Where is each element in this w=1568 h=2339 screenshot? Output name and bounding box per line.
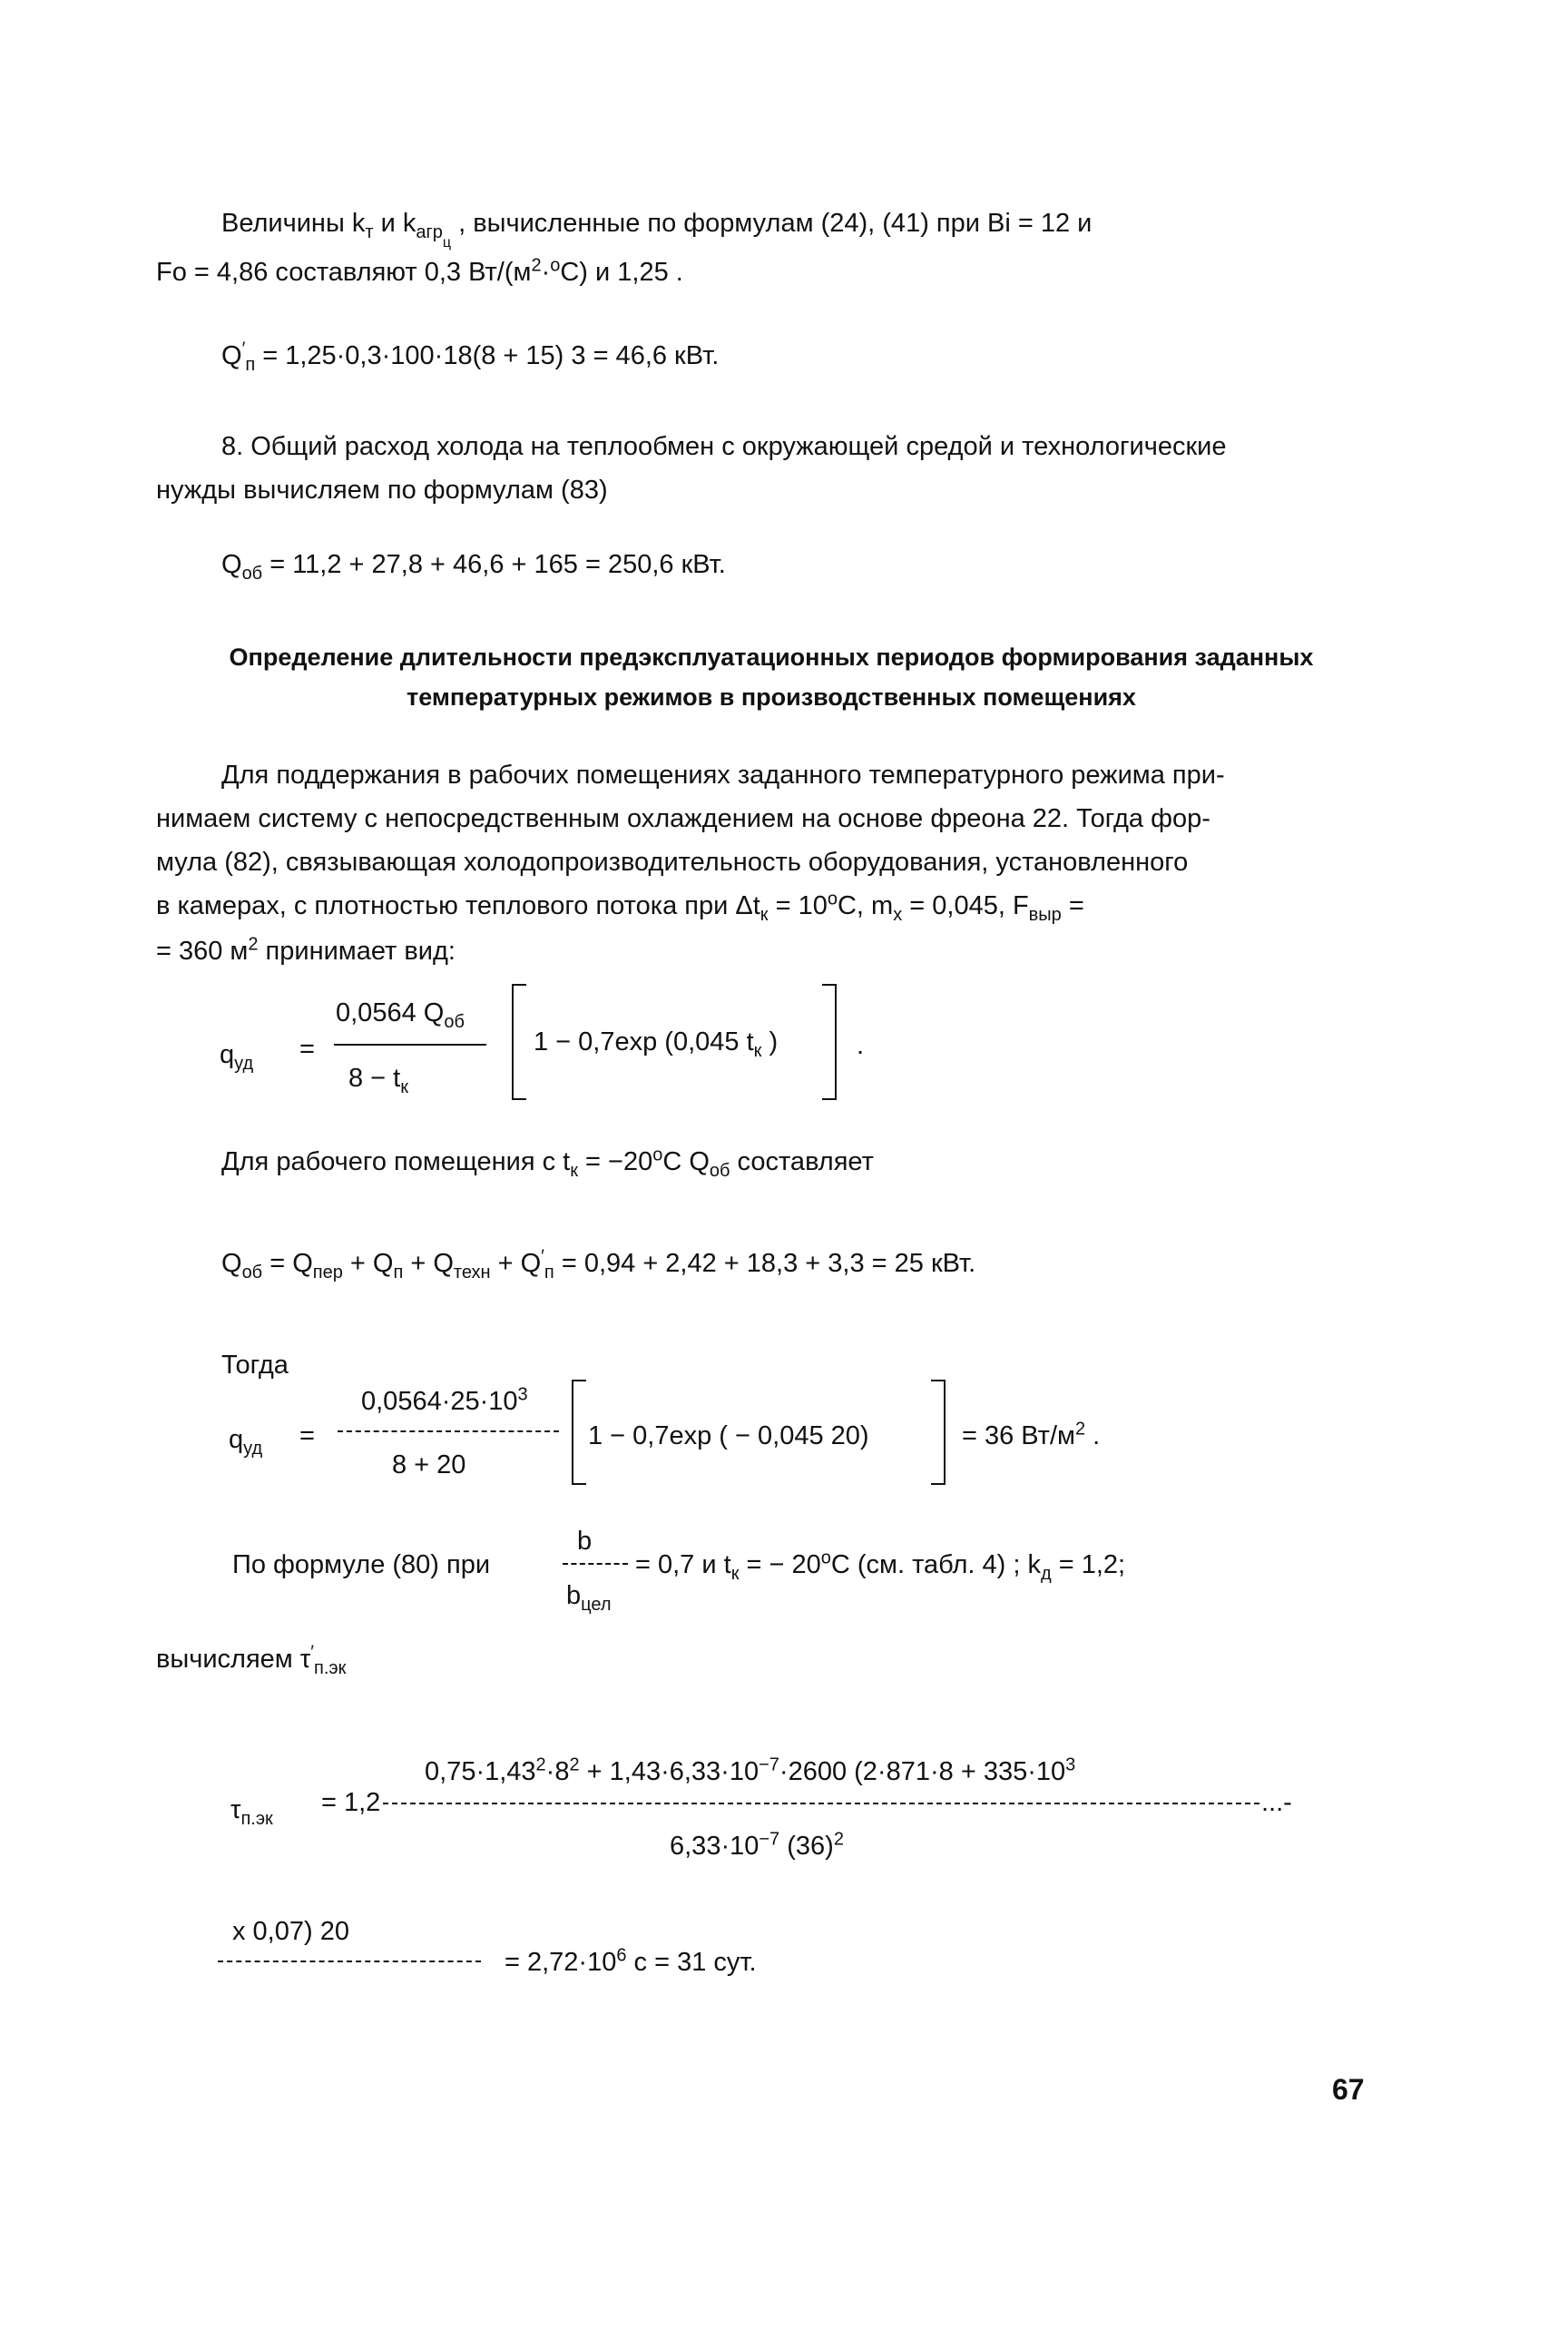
text-line: Для рабочего помещения с $t_к = -20^оС$ $Q_{об}$ составляет <box>221 1145 874 1181</box>
fraction-numerator: x 0,07) 20 <box>232 1917 349 1946</box>
text-line: нимаем систему с непосредственным охлаждением на основе фреона 22. Тогда фор- <box>156 804 1210 833</box>
right-bracket <box>931 1380 946 1485</box>
text-line: Величины $k_т$ и $k_{агр_ц}$ , вычисленные по формулам (24), (41) при Bi = 12 и <box>221 209 1093 251</box>
text-line: По формуле (80) при <box>232 1550 491 1579</box>
equals-sign: = <box>299 1421 315 1450</box>
text-line: Fo = 4,86 составляют 0,3 $Вт/(м^2\cdot^оС)$ и 1,25 . <box>156 255 683 287</box>
fraction-denominator: $b_{цел}$ <box>566 1581 612 1615</box>
left-bracket <box>512 984 526 1100</box>
fraction-numerator: 0,0564 $Q_{об}$ <box>336 998 465 1032</box>
page-number: 67 <box>1332 2073 1365 2106</box>
equation-heat-inflow: $Q'_п = 1,25\cdot 0,3\cdot 100\cdot 18(8 + 15) 3 = 46,6$ кВт. <box>221 339 720 375</box>
fraction-bar <box>334 1044 486 1046</box>
equation-result: = 36 $Вт/м^2$ . <box>962 1419 1101 1450</box>
fraction-bar <box>338 1430 559 1432</box>
text-line: 8. Общий расход холода на теплообмен с окружающей средой и технологические <box>221 432 1227 461</box>
text-line: вычисляем $\tau'_{п.эк}$ <box>156 1642 347 1678</box>
equation-qud-lhs: $q_{уд}$ <box>220 1040 254 1074</box>
equation-result: = $2,72\cdot 10^6$ с = 31 сут. <box>505 1945 757 1977</box>
equals-sign: = <box>299 1035 315 1064</box>
text-line: нужды вычисляем по формулам (83) <box>156 476 608 505</box>
equation-qud-lhs: $q_{уд}$ <box>229 1425 263 1459</box>
fraction-bar <box>383 1803 1259 1804</box>
equation-end-dot: . <box>857 1031 865 1060</box>
fraction-bar <box>563 1563 628 1565</box>
fraction-continuation: ...- <box>1261 1788 1292 1817</box>
section-heading: Определение длительности предэксплуатационных периодов формирования заданных температурных режимов в производственных помещениях <box>229 644 1314 711</box>
bracket-content: 1 − 0,7exp ( − 0,045 20) <box>588 1421 869 1450</box>
text-line: мула (82), связывающая холодопроизводительность оборудования, установленного <box>156 848 1189 877</box>
fraction-denominator: 8 + 20 <box>392 1450 466 1479</box>
fraction-denominator: $8 - t_к$ <box>348 1064 408 1097</box>
fraction-numerator: $0,0564\cdot 25\cdot 10^3$ <box>361 1384 528 1416</box>
fraction-numerator: $0,75\cdot 1,43^2\cdot 8^2 + 1,43\cdot 6,33\cdot 10^{-7}\cdot 2600$ ($2\cdot 871\cdot 8 + 335\cdot 10^3$ <box>425 1754 1076 1786</box>
fraction-bar <box>218 1961 481 1962</box>
text-line: Тогда <box>221 1351 289 1380</box>
bracket-content: 1 − 0,7exp (0,045 $t_к$ ) <box>534 1027 779 1061</box>
equation-tau-lhs: $\tau_{п.эк}$ <box>230 1795 273 1829</box>
fraction-numerator: b <box>577 1527 593 1556</box>
text-line: = 360 $м^2$ принимает вид: <box>156 934 456 966</box>
equation-coefficient: = 1,2 <box>321 1788 381 1817</box>
text-line: в камерах, с плотностью теплового потока при $\Delta t_к = 10^оС$, $m_х = 0,045$, $F_{выр}$ = <box>156 889 1084 925</box>
text-line: = 0,7 и $t_к$ = − $20^оС$ (см. табл. 4) ; $k_д = 1,2$; <box>635 1548 1126 1584</box>
fraction-denominator: $6,33\cdot 10^{-7}$ $(36)^2$ <box>670 1829 844 1861</box>
equation-q-ob: $Q_{об} = Q_{пер} + Q_п + Q_{техн} + Q'_п = 0,94 + 2,42 + 18,3 + 3,3 = 25$ кВт. <box>221 1246 976 1283</box>
right-bracket <box>822 984 837 1100</box>
text-line: Для поддержания в рабочих помещениях заданного температурного режима при- <box>221 761 1225 790</box>
left-bracket <box>572 1380 586 1485</box>
equation-total-cooling: $Q_{об} = 11,2 + 27,8 + 46,6 + 165 = 250,6$ кВт. <box>221 550 726 584</box>
